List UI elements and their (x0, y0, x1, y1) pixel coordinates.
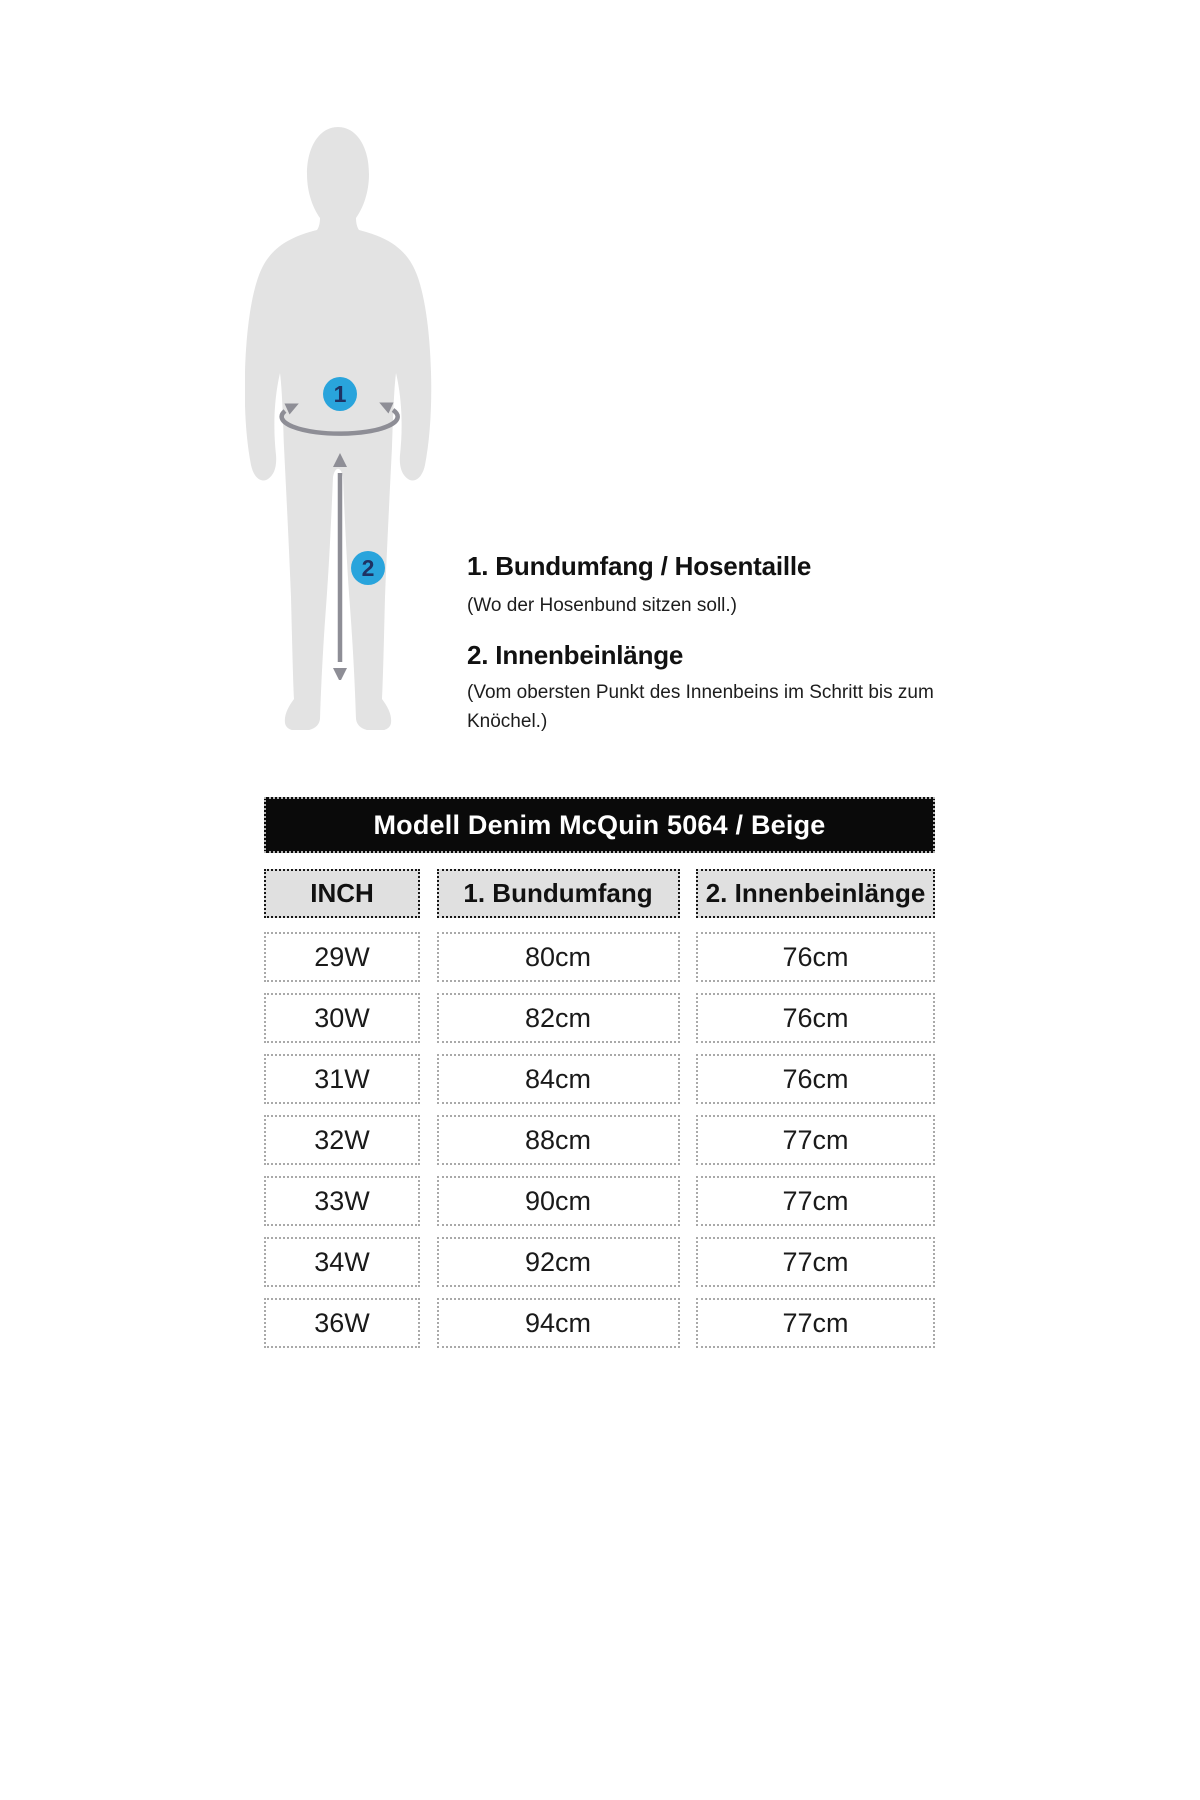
inseam-legend-note: (Vom obersten Punkt des Innenbeins im Schritt bis zum Knöchel.) (467, 682, 934, 732)
waist-marker-number: 1 (333, 380, 347, 407)
cell-inseam: 77cm (696, 1115, 935, 1165)
cell-inseam: 77cm (696, 1237, 935, 1287)
cell-waist: 90cm (437, 1176, 680, 1226)
cell-waist: 88cm (437, 1115, 680, 1165)
cell-inch: 31W (264, 1054, 420, 1104)
cell-inseam: 77cm (696, 1176, 935, 1226)
inseam-measure-arrow-icon (333, 453, 347, 680)
waist-legend-note: (Wo der Hosenbund sitzen soll.) (467, 595, 737, 616)
cell-waist: 84cm (437, 1054, 680, 1104)
cell-inch: 30W (264, 993, 420, 1043)
table-header-row (264, 869, 935, 918)
cell-inch: 33W (264, 1176, 420, 1226)
cell-waist: 94cm (437, 1298, 680, 1348)
inseam-marker-number: 2 (361, 554, 375, 581)
cell-waist: 92cm (437, 1237, 680, 1287)
cell-inch: 32W (264, 1115, 420, 1165)
cell-inch: 29W (264, 932, 420, 982)
cell-inseam: 76cm (696, 993, 935, 1043)
table-title: Modell Denim McQuin 5064 / Beige (264, 797, 935, 853)
size-table (264, 797, 935, 1348)
inseam-legend-title: 2. Innenbeinlänge (467, 640, 684, 670)
inseam-marker-badge (351, 551, 385, 585)
cell-inseam: 77cm (696, 1298, 935, 1348)
table-body (264, 932, 935, 1348)
waist-marker-badge (323, 377, 357, 411)
cell-inch: 34W (264, 1237, 420, 1287)
cell-waist: 80cm (437, 932, 680, 982)
cell-inch: 36W (264, 1298, 420, 1348)
waist-legend-title: 1. Bundumfang / Hosentaille (467, 551, 812, 581)
cell-inseam: 76cm (696, 1054, 935, 1104)
cell-inseam: 76cm (696, 932, 935, 982)
cell-waist: 82cm (437, 993, 680, 1043)
column-header-waist: 1. Bundumfang (437, 869, 680, 918)
column-header-inseam: 2. Innenbeinlänge (696, 869, 935, 918)
column-header-inch: INCH (264, 869, 420, 918)
